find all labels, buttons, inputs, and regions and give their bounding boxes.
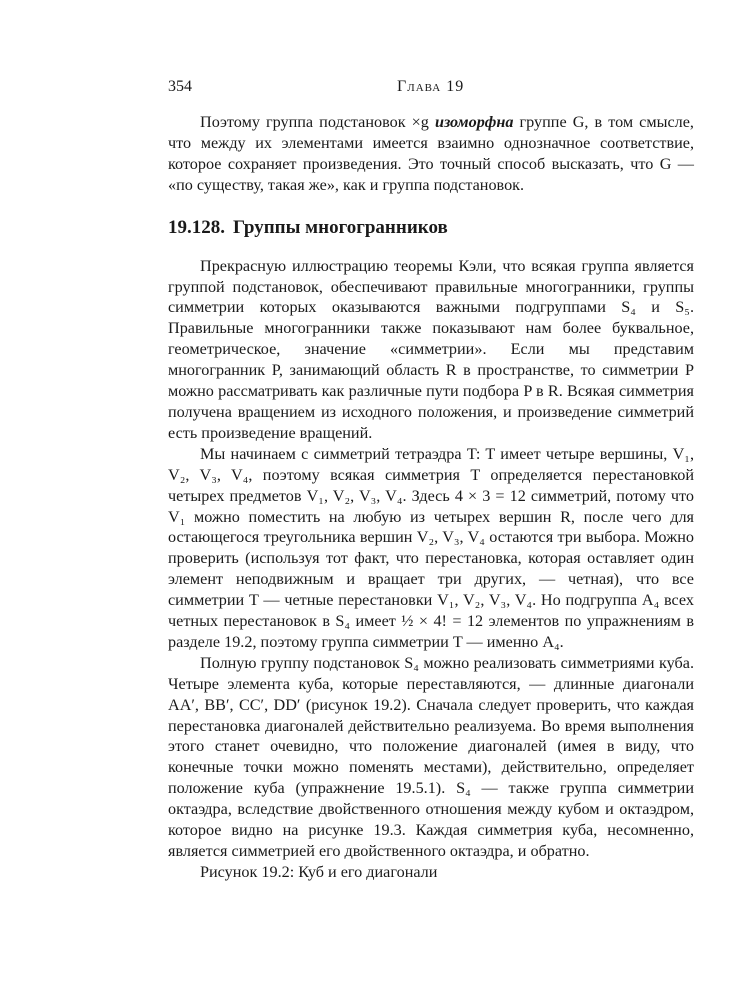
running-head: Глава 19 [397,78,465,95]
intro-paragraph [168,112,694,196]
figure-caption: Рисунок 19.2: Куб и его диагонали [200,862,438,881]
intro-text-2: группе G, в том смысле, что между их элементами имеется взаимно однозначное соответствие, которое сохраняет произведения. Это точный способ высказать, что G — «по существу, такая же», как и группа подстановок. [168,113,694,194]
section-number: 19.128. [168,216,225,238]
intro-emphasis: изоморфна [434,113,514,131]
section-heading [168,216,694,240]
section-title: Группы многогранников [233,216,448,238]
page-number: 354 [168,78,192,95]
intro-text-1: Поэтому группа подстановок ×g [200,113,435,131]
body-text [168,112,694,883]
page-header [168,78,694,100]
paragraph-cube: Полную группу подстановок S₄ можно реализовать симметриями куба. Четыре элемента куба, которые переставляются, — длинные диагонали AA′, BB′, CC′, DD′ (рисунок 19.2). Сначала следует проверить, что каждая перестановка диагоналей действительно реализуема. Во время выполнения этого станет очевидно, что положение диагоналей (имея в виду, что конечные точки можно поменять местами), действительно, определяет положение куба (упражнение 19.5.1). S₄ — также группа симметрии октаэдра, вследствие двойственного отношения между кубом и октаэдром, которое видно на рисунке 19.3. Каждая симметрия куба, несомненно, является симметрией его двойственного октаэдра, и обратно. [168,653,694,860]
paragraph-cayley: Прекрасную иллюстрацию теоремы Кэли, что всякая группа является группой подстановок, обеспечивают правильные многогранники, группы симметрии которых оказываются важными подгруппами S₄ и S₅. Правильные многогранники также показывают нам более буквальное, геометрическое, значение «симметрии». Если мы представим многогранник P, занимающий область R в пространстве, то симметрии P можно рассматривать как различные пути подбора P в R. Всякая симметрия получена вращением из исходного положения, и произведение симметрий есть произведение вращений. [168,256,694,442]
paragraph-tetrahedron: Мы начинаем с симметрий тетраэдра T: T имеет четыре вершины, V₁, V₂, V₃, V₄, поэтому всякая симметрия T определяется перестановкой четырех предметов V₁, V₂, V₃, V₄. Здесь 4 × 3 = 12 симметрий, потому что V₁ можно поместить на любую из четырех вершин R, после чего для остающегося треугольника вершин V₂, V₃, V₄ остаются три выбора. Можно проверить (используя тот факт, что перестановка, которая оставляет один элемент неподвижным и вращает три других, — четная), что все симметрии T — четные перестановки V₁, V₂, V₃, V₄. Но подгруппа A₄ всех четных перестановок в S₄ имеет ½ × 4! = 12 элементов по упражнениям в разделе 19.2, поэтому группа симметрии T — именно A₄. [168,444,694,651]
